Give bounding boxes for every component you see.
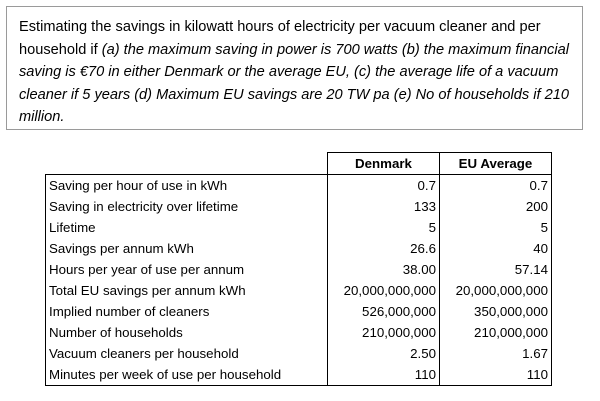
savings-table <box>45 152 552 386</box>
caption-box <box>6 6 583 130</box>
table-row <box>46 175 552 197</box>
table-row <box>46 322 552 343</box>
caption-part-a-marker: (a) <box>101 41 120 58</box>
eu-value: 350,000,000 <box>440 301 552 322</box>
row-label: Savings per annum kWh <box>46 238 328 259</box>
eu-value: 1.67 <box>440 343 552 364</box>
table-row <box>46 217 552 238</box>
caption-intro: Estimating the savings in kilowatt hours of electricity per vacuum cleaner and per household if <box>19 19 541 58</box>
row-label: Saving per hour of use in kWh <box>46 175 328 197</box>
eu-value: 210,000,000 <box>440 322 552 343</box>
caption-part-e-text: No of households if 210 million. <box>19 86 569 125</box>
denmark-value: 38.00 <box>328 259 440 280</box>
caption-part-a-text: the maximum saving in power is 700 watts <box>119 41 402 58</box>
denmark-value: 110 <box>328 364 440 386</box>
caption-part-c-marker: (c) <box>354 64 372 80</box>
table-row <box>46 364 552 386</box>
eu-value: 0.7 <box>440 175 552 197</box>
denmark-value: 5 <box>328 217 440 238</box>
eu-value: 20,000,000,000 <box>440 280 552 301</box>
header-blank-cell <box>46 153 328 175</box>
table-header-row <box>46 153 552 175</box>
caption-part-d-marker: (d) <box>134 86 153 103</box>
row-label: Saving in electricity over lifetime <box>46 196 328 217</box>
row-label: Lifetime <box>46 217 328 238</box>
denmark-value: 20,000,000,000 <box>328 280 440 301</box>
table-row <box>46 343 552 364</box>
denmark-value: 2.50 <box>328 343 440 364</box>
table-row <box>46 280 552 301</box>
row-label: Vacuum cleaners per household <box>46 343 328 364</box>
header-denmark: Denmark <box>328 153 440 175</box>
denmark-value: 526,000,000 <box>328 301 440 322</box>
eu-value: 5 <box>440 217 552 238</box>
denmark-value: 210,000,000 <box>328 322 440 343</box>
eu-value: 200 <box>440 196 552 217</box>
denmark-value: 26.6 <box>328 238 440 259</box>
header-eu-average: EU Average <box>440 153 552 175</box>
caption-part-e-marker: (e) <box>393 86 412 103</box>
eu-value: 110 <box>440 364 552 386</box>
table-row <box>46 259 552 280</box>
eu-value: 57.14 <box>440 259 552 280</box>
caption-part-d-text: Maximum EU savings are 20 TW pa <box>152 86 394 103</box>
caption-part-c-text: the average life of a vacuum cleaner if 5 years <box>19 64 559 103</box>
denmark-value: 0.7 <box>328 175 440 197</box>
row-label: Hours per year of use per annum <box>46 259 328 280</box>
row-label: Total EU savings per annum kWh <box>46 280 328 301</box>
table-row <box>46 301 552 322</box>
row-label: Number of households <box>46 322 328 343</box>
row-label: Implied number of cleaners <box>46 301 328 322</box>
table-row <box>46 196 552 217</box>
table-row <box>46 238 552 259</box>
denmark-value: 133 <box>328 196 440 217</box>
caption-part-b-marker: (b) <box>401 41 420 58</box>
caption-text <box>19 16 572 129</box>
caption-part-b-text: the maximum financial saving is €70 in either Denmark or the average EU, <box>19 41 569 80</box>
eu-value: 40 <box>440 238 552 259</box>
row-label: Minutes per week of use per household <box>46 364 328 386</box>
